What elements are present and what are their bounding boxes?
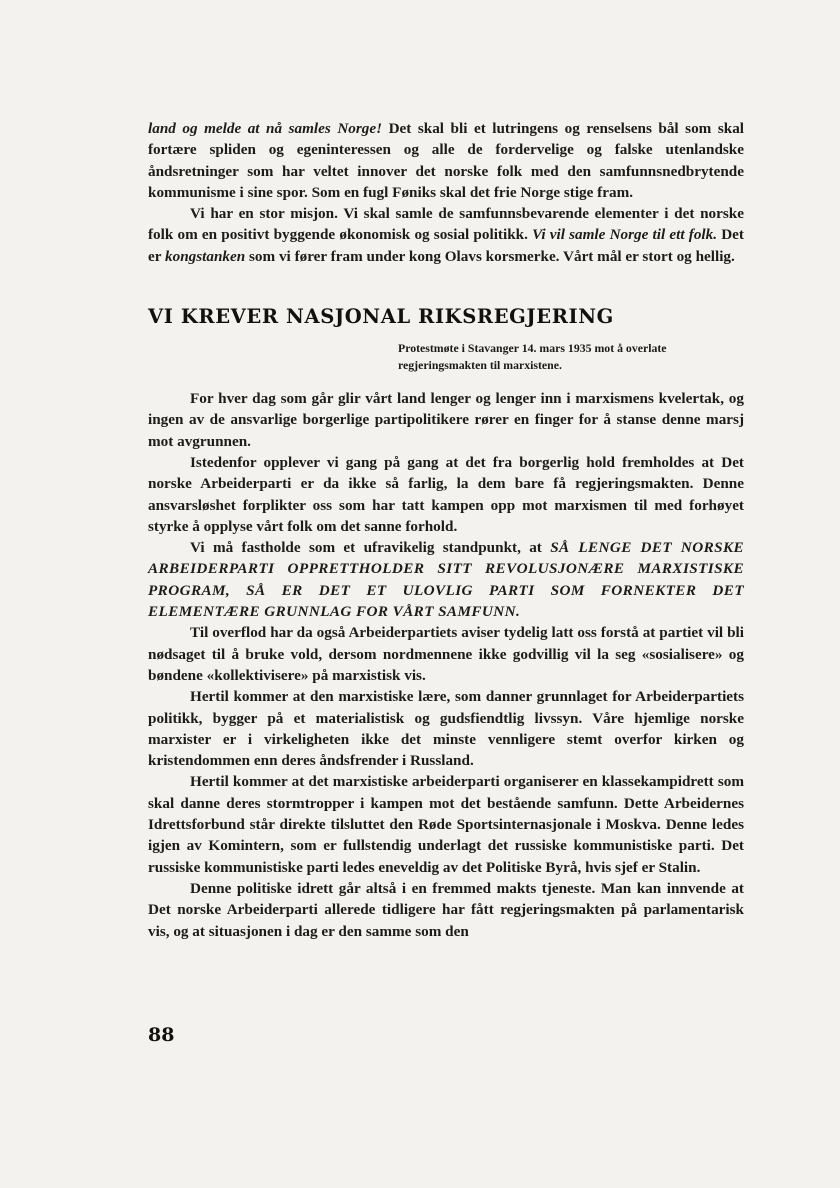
intro-paragraph-2: [148, 203, 744, 267]
intro-paragraph-1: [148, 118, 744, 203]
intro-text-a: Vi har en stor misjon. Vi skal samle de samfunnsbevarende elementer i det norske folk om en positivt byggende økonomisk og sosial politikk.: [148, 205, 744, 244]
body-paragraph-3: [148, 537, 744, 622]
intro-emphasis-2: Vi vil samle Norge til ett folk.: [532, 226, 718, 244]
section-heading: VI KREVER NASJONAL RIKSREGJERING: [148, 305, 614, 329]
intro-text-b: Det er: [148, 226, 744, 265]
page-content: [148, 118, 744, 942]
body-paragraph-5: Hertil kommer at den marxistiske lære, som danner grunnlaget for Arbeiderpartiets politikk, bygger på et materialistisk og gudsfiendtlig livssyn. Våre hjemlige norske marxister er i virkeligheten ikke det minste vennligere stemt overfor kirken og kristendommen enn deres åndsfrender i Russland.: [148, 688, 744, 770]
body-paragraph-4: Til overflod har da også Arbeiderpartiets aviser tydelig latt oss forstå at partiet vil bli nødsaget til å bruke vold, dersom nordmennene ikke godvillig vil la seg «sosialisere» og bøndene «kollektivisere» på marxistisk vis.: [148, 624, 744, 684]
intro-emphasis-3: kongstanken: [165, 247, 246, 265]
body-paragraph-2: Istedenfor opplever vi gang på gang at det fra borgerlig hold fremholdes at Det norske Arbeiderparti er da ikke så farlig, la dem bare få regjeringsmakten. Denne ansvarsløshet forplikter oss som har tatt kampen opp mot marxismen til med forhøyet styrke å opplyse vårt folk om det sanne forhold.: [148, 453, 744, 535]
body-paragraph-6: Hertil kommer at det marxistiske arbeiderparti organiserer en klassekampidrett som skal danne deres stormtropper i kampen mot det bestående samfunn. Dette Arbeidernes Idrettsforbund står direkte tilsluttet den Røde Sportsinternasjonale i Moskva. Denne ledes igjen av Komintern, som er fullstendig underlagt det russiske kommunistiske parti. Det russiske kommunistiske parti ledes eneveldig av det Politiske Byrå, hvis sjef er Stalin.: [148, 773, 744, 876]
body-p3-text: Vi må fastholde som et ufravikelig standpunkt, at: [190, 539, 551, 557]
intro-emphasis: land og melde at nå samles Norge!: [148, 120, 383, 137]
intro-text-c: som vi fører fram under kong Olavs korsmerke. Vårt mål er stort og hellig.: [245, 247, 735, 265]
page-number: 88: [148, 1024, 175, 1046]
body-paragraph-7: Denne politiske idrett går altså i en fremmed makts tjeneste. Man kan innvende at Det norske Arbeiderparti allerede tidligere har fått regjeringsmakten på parlamentarisk vis, og at situasjonen i dag er den samme som den: [148, 879, 744, 940]
body-p3-emphasis: SÅ LENGE DET NORSKE ARBEIDERPARTI OPPRETTHOLDER SITT REVOLUSJONÆRE MARXISTISKE PROGRAM, SÅ ER DET ET ULOVLIG PARTI SOM FORNEKTER DET ELEMENTÆRE GRUNNLAG FOR VÅRT SAMFUNN.: [148, 539, 745, 621]
section-subnote: Protestmøte i Stavanger 14. mars 1935 mot å overlate regjeringsmakten til marxistene.: [398, 341, 667, 373]
body-paragraph-1: For hver dag som går glir vårt land lenger og lenger inn i marxismens kvelertak, og ingen av de ansvarlige borgerlige partipolitikere rører en finger for å stanse denne marsj mot avgrunnen.: [148, 390, 744, 450]
intro-text: Det skal bli et lutringens og renselsens bål som skal fortære spliden og egeninteressen og alle de fordervelige og falske utenlandske åndsretninger som har veltet innover det norske folk med den samfunnsnedbrytende kommunisme i sine spor. Som en fugl Føniks skal det frie Norge stige fram.: [148, 120, 745, 201]
